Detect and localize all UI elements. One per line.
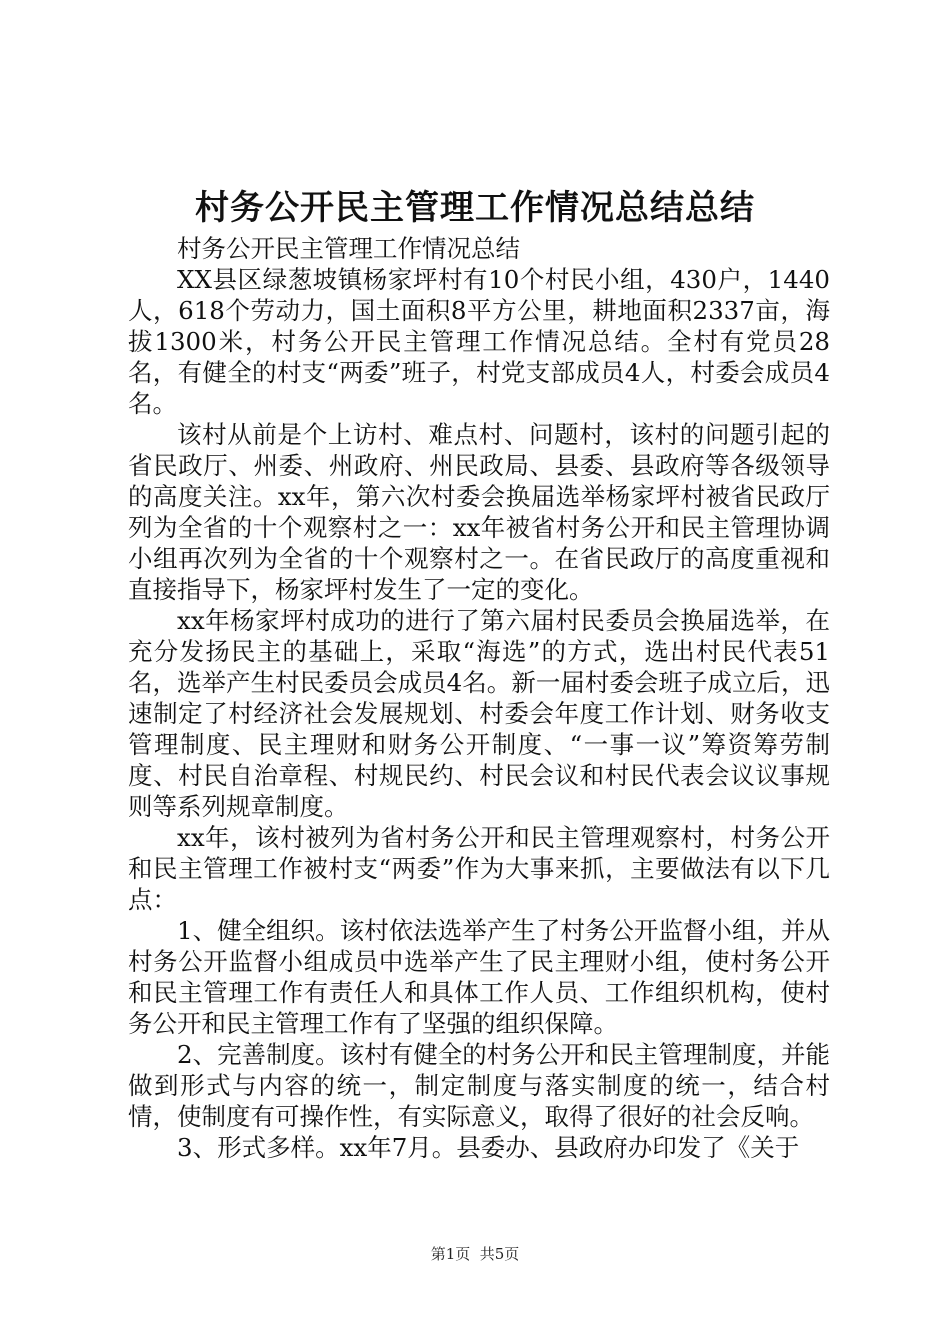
document-title: 村务公开民主管理工作情况总结总结 — [195, 188, 755, 228]
paragraph-village-overview: XX县区绿葱坡镇杨家坪村有10个村民小组，430户，1440人，618个劳动力，国土面积8平方公里，耕地面积2337亩，海拔1300米，村务公开民主管理工作情况总结。全村有党员28名，有健全的村支“两委”班子，村党支部成员4人，村委会成员4名。 — [128, 265, 830, 418]
paragraph-point-2: 2、完善制度。该村有健全的村务公开和民主管理制度，并能做到形式与内容的统一，制定制度与落实制度的统一，结合村情，使制度有可操作性，有实际意义，取得了很好的社会反响。 — [128, 1040, 830, 1131]
paragraph-point-3: 3、形式多样。xx年7月。县委办、县政府办印发了《关于 — [177, 1133, 800, 1162]
paragraph-subtitle: 村务公开民主管理工作情况总结 — [177, 234, 520, 263]
paragraph-point-1: 1、健全组织。该村依法选举产生了村务公开监督小组，并从村务公开监督小组成员中选举产生了民主理财小组，使村务公开和民主管理工作有责任人和具体工作人员、工作组织机构，使村务公开和民主管理工作有了坚强的组织保障。 — [128, 916, 830, 1038]
page-footer — [0, 1244, 950, 1264]
page-number: 第1页 共5页 — [430, 1245, 520, 1263]
paragraph-election: xx年杨家坪村成功的进行了第六届村民委员会换届选举，在充分发扬民主的基础上，采取“海选”的方式，选出村民代表51名，选举产生村民委员会成员4名。新一届村委会班子成立后，迅速制定了村经济社会发展规划、村委会年度工作计划、财务收支管理制度、民主理财和财务公开制度、“一事一议”筹资筹劳制度、村民自治章程、村规民约、村民会议和村民代表会议议事规则等系列规章制度。 — [128, 606, 830, 821]
paragraph-practices-intro: xx年，该村被列为省村务公开和民主管理观察村，村务公开和民主管理工作被村支“两委”作为大事来抓，主要做法有以下几点： — [128, 823, 830, 914]
paragraph-history: 该村从前是个上访村、难点村、问题村，该村的问题引起的省民政厅、州委、州政府、州民政局、县委、县政府等各级领导的高度关注。xx年，第六次村委会换届选举杨家坪村被省民政厅列为全省的十个观察村之一：xx年被省村务公开和民主管理协调小组再次列为全省的十个观察村之一。在省民政厅的高度重视和直接指导下，杨家坪村发生了一定的变化。 — [128, 420, 830, 604]
document-body — [128, 233, 830, 1163]
